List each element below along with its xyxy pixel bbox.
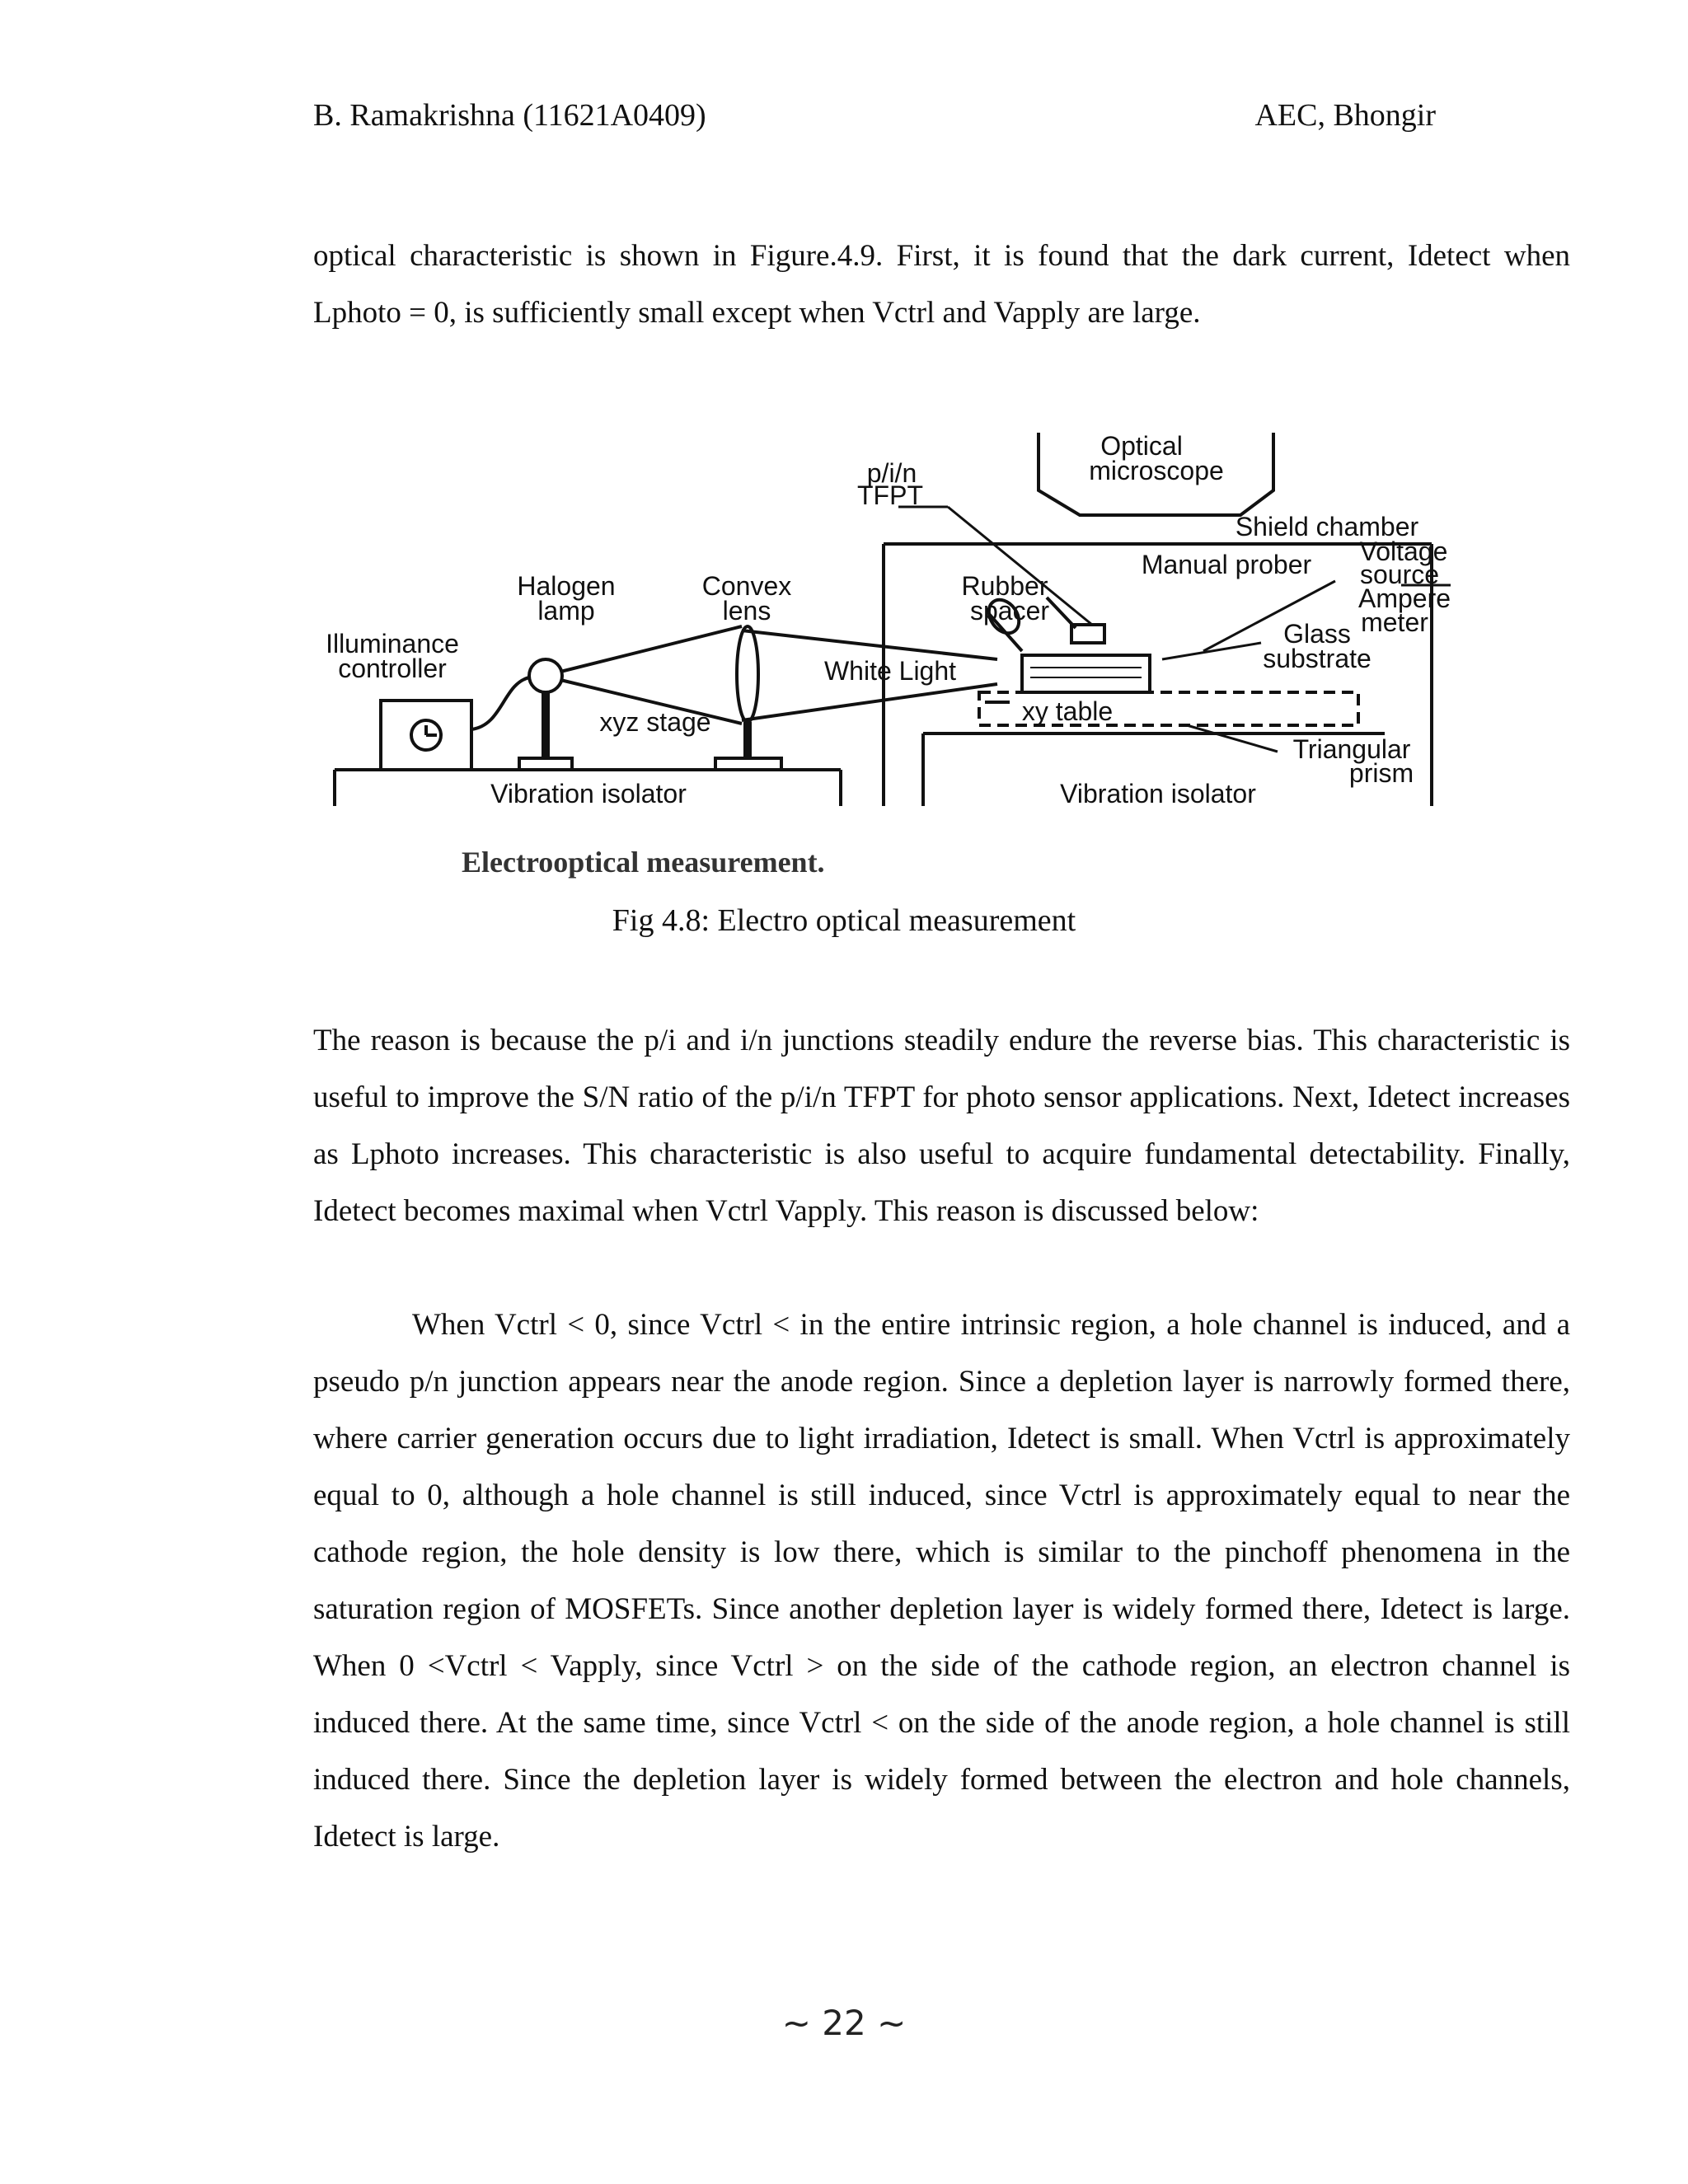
- beam-upper: [560, 626, 742, 672]
- label-ampere: Ampere: [1357, 583, 1451, 613]
- page-number: ~ 22 ~: [781, 2003, 907, 2043]
- label-convex: Convex: [701, 571, 792, 601]
- label-lamp: lamp: [537, 596, 595, 626]
- tfpt-device: [1071, 625, 1104, 643]
- label-tfpt: TFPT: [857, 480, 923, 510]
- embedded-figure-caption: Electrooptical measurement.: [462, 846, 825, 879]
- header-institution: AEC, Bhongir: [1254, 98, 1436, 133]
- paragraph-reason: The reason is because the p/i and i/n junctions steadily endure the reverse bias. This characteristic is useful to improve the S/N ratio of the p/i/n TFPT for photo sensor applications. Next, Idetect increases as Lphoto increases. This characteristic is also useful to acquire fundamental detectability. Finally, Idetect becomes maximal when Vctrl Vapply. This reason is discussed below:: [313, 1024, 1570, 1228]
- label-prism: prism: [1348, 758, 1414, 788]
- label-optical: Optical: [1100, 431, 1183, 461]
- label-halogen: Halogen: [517, 571, 616, 601]
- glass-substrate-shape: [1022, 655, 1150, 692]
- label-white-light: White Light: [823, 656, 957, 686]
- beam-to-sample-upper: [742, 630, 997, 659]
- paragraph-intro: optical characteristic is shown in Figure.4.9. First, it is found that the dark current, Idetect when Lphoto = 0, is sufficiently small except when Vctrl and Vapply are large.: [313, 239, 1570, 330]
- label-pin: p/i/n: [866, 458, 917, 488]
- label-shield-chamber: Shield chamber: [1235, 512, 1419, 541]
- halogen-lamp-bulb: [529, 659, 562, 692]
- label-controller: controller: [338, 654, 447, 683]
- lens-base: [715, 758, 781, 770]
- label-vibration-isolator-right: Vibration isolator: [1060, 779, 1256, 808]
- convex-lens-shape: [737, 626, 758, 722]
- label-rubber: Rubber: [961, 571, 1048, 601]
- label-manual-prober: Manual prober: [1141, 550, 1312, 579]
- label-glass: Glass: [1283, 619, 1351, 649]
- label-lens: lens: [722, 596, 771, 626]
- paragraph-analysis: When Vctrl < 0, since Vctrl < in the entire intrinsic region, a hole channel is induced, and a pseudo p/n junction appears near the anode region. Since a depletion layer is narrowly formed there, where carrier generation occurs due to light irradiation, Idetect is small. When Vctrl is approximately equal to 0, although a hole channel is still induced, since Vctrl is approximately equal to near the cathode region, the hole density is low there, which is similar to the pinchoff phenomena in the saturation region of MOSFETs. Since another depletion layer is widely formed there, Idetect is large. When 0 <Vctrl < Vapply, since Vctrl > on the side of the cathode region, an electron channel is induced there. At the same time, since Vctrl < on the side of the anode region, a hole channel is still induced there. Since the depletion layer is widely formed between the electron and hole channels, Idetect is large.: [313, 1308, 1570, 1854]
- label-xyz-stage: xyz stage: [599, 707, 711, 737]
- label-spacer: spacer: [969, 596, 1050, 626]
- figure-caption: Fig 4.8: Electro optical measurement: [612, 903, 1076, 938]
- label-meter: meter: [1361, 607, 1428, 637]
- controller-cable: [471, 677, 529, 729]
- label-triangular: Triangular: [1292, 734, 1411, 764]
- lamp-base: [519, 758, 572, 770]
- label-illuminance: Illuminance: [326, 629, 459, 658]
- label-microscope: microscope: [1089, 456, 1224, 485]
- prism-leader: [1187, 725, 1278, 752]
- label-vibration-isolator-left: Vibration isolator: [490, 779, 687, 808]
- label-voltage: Voltage: [1359, 537, 1448, 566]
- label-source: source: [1359, 560, 1440, 589]
- electrooptical-setup-diagram: [313, 412, 1451, 907]
- label-xy-table: xy table: [1021, 696, 1114, 726]
- label-substrate: substrate: [1263, 644, 1372, 673]
- header-author: B. Ramakrishna (11621A0409): [313, 98, 706, 133]
- beam-to-sample-lower: [742, 684, 997, 720]
